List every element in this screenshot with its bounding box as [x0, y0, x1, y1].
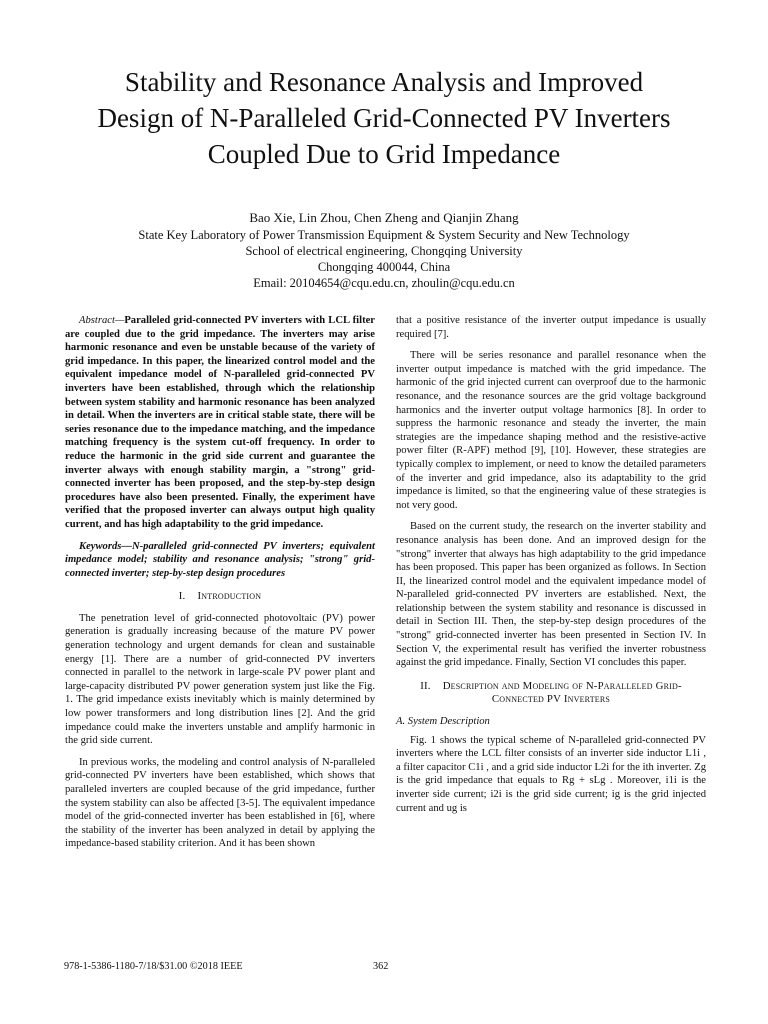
- section-title-line-1: Description and Modeling of N-Paralleled Grid-: [442, 679, 682, 692]
- section-title: Introduction: [197, 590, 262, 603]
- subsection-heading: A. System Description: [396, 716, 490, 728]
- paragraph: Based on the current study, the research on the inverter stability and resonance analysis has been done. And an improved design for the "strong" inverter that always has high adaptability to the grid impedance has been proposed. This paper has been organized as follows. In Section II, the linearized control model and the equivalent impedance model of N-paralleled grid-connected PV inverters are established. Next, the relationship between the system stability and resonance is discussed in detail in Section III. Then, the step-by-step design procedures of the "strong" grid-connected inverter has been presented in Section IV. In Section V, the experimental result has verified the inverter robustness against the grid impedance. Finally, Section VI concludes this paper.: [396, 521, 706, 669]
- paper-title: [40, 64, 728, 172]
- paragraph: Fig. 1 shows the typical scheme of N-paralleled grid-connected PV inverters where the LCL filter consists of an inverter side inductor L1i , a filter capacitor C1i , and a grid side inductor L2i for the ith inverter. Zg is the grid impedance that equals to Rg + sLg . Moreover, i1i is the inverter side current; i2i is the grid side current; ig is the grid injected current and ug is: [396, 734, 706, 814]
- keywords: Keywords—N-paralleled grid-connected PV inverters; equivalent impedance model; stability and resonance analysis; "strong" grid-connected inverter; step-by-step design procedures: [65, 540, 375, 579]
- section-heading-modeling: [396, 680, 706, 707]
- copyright-footer: 978-1-5386-1180-7/18/$31.00 ©2018 IEEE: [64, 961, 243, 972]
- left-column: [65, 314, 375, 859]
- right-column: [396, 314, 706, 823]
- title-line-1: Stability and Resonance Analysis and Improved: [124, 67, 644, 97]
- affiliation-line: State Key Laboratory of Power Transmission Equipment & System Security and New Technology: [138, 228, 630, 242]
- title-line-2: Design of N-Paralleled Grid-Connected PV Inverters: [97, 103, 671, 133]
- affiliation-line: Chongqing 400044, China: [317, 260, 451, 274]
- title-line-3: Coupled Due to Grid Impedance: [207, 139, 561, 169]
- section-title-line-2: Connected PV Inverters: [491, 693, 611, 706]
- section-heading-introduction: [65, 590, 375, 604]
- author-names: Bao Xie, Lin Zhou, Chen Zheng and Qianjin Zhang: [249, 210, 519, 225]
- affiliation-line: School of electrical engineering, Chongqing University: [245, 244, 523, 258]
- abstract: [65, 314, 375, 532]
- paragraph: that a positive resistance of the inverter output impedance is usually required [7].: [396, 315, 706, 340]
- paragraph: The penetration level of grid-connected photovoltaic (PV) power generation is gradually increasing because of the mature PV power generation technology and urgent demands for clean and sustainable energy [1]. There are a number of grid-connected PV inverters connected in parallel to the network in large-scale PV power plant and large-capacity distributed PV power generation system just like the Fig. 1. The grid impedance exists inevitably which is mainly determined by low power transformers and long distribution lines [2]. And the grid impedance could make the inverters unstable and amplify harmonic in the grid side current.: [65, 612, 375, 747]
- email-line: Email: 20104654@cqu.edu.cn, zhoulin@cqu.edu.cn: [253, 276, 515, 290]
- section-number: II.: [420, 679, 431, 692]
- paragraph: In previous works, the modeling and control analysis of N-paralleled grid-connected PV inverters have been established, which shows that paralleled inverters are coupled because of the grid impedance, further the system stability can also be affected [3-5]. The equivalent impedance model of the grid-connected inverter has been established in [6], where the stability of the inverter has been analyzed in detail by applying the impedance-based stability criterion. And it has been shown: [65, 756, 375, 850]
- section-number: I.: [178, 590, 186, 603]
- page-number: 362: [373, 961, 389, 972]
- abstract-label: Abstract—: [79, 315, 125, 326]
- author-block: [40, 210, 728, 291]
- abstract-text: Paralleled grid-connected PV inverters with LCL filter are coupled due to the grid impedance. The inverters may arise harmonic resonance and even be unstable because of the variety of grid impedance. In this paper, the linearized control model and the equivalent impedance model of N-paralleled grid-connected PV inverters have been established, through which the relationship between system stability and harmonic resonance has been analyzed in detail. When the inverters are in critical stable state, there will be series resonance due to the impedance matching, and the impedance matching frequency is the system cut-off frequency. In order to reduce the harmonic in the grid side current and guarantee the inverter always with enough stability margin, a "strong" grid-connected inverter has been proposed, and the step-by-step design procedures have also been presented. Finally, the experiment have verified that the proposed inverter can always output high quality current, and has high adaptability to the grid impedance.: [65, 315, 375, 530]
- paragraph: There will be series resonance and parallel resonance when the inverter output impedance is matched with the grid impedance. The harmonic of the grid injected current can overproof due to the harmonic resonance, and the resonance sources are the grid voltage background harmonics and the inverter output voltage harmonics [8]. In order to suppress the harmonic resonance and steady the inverter, the main strategies are the impedance shaping method and the resistive-active power filter (R-APF) method [9], [10]. However, these strategies are typically complex to implement, or need to know the detailed parameters of the inverter and grid impedance, also its adaptability to the grid impedance is limited, so that the engineering value of these strategies is not very good.: [396, 350, 706, 511]
